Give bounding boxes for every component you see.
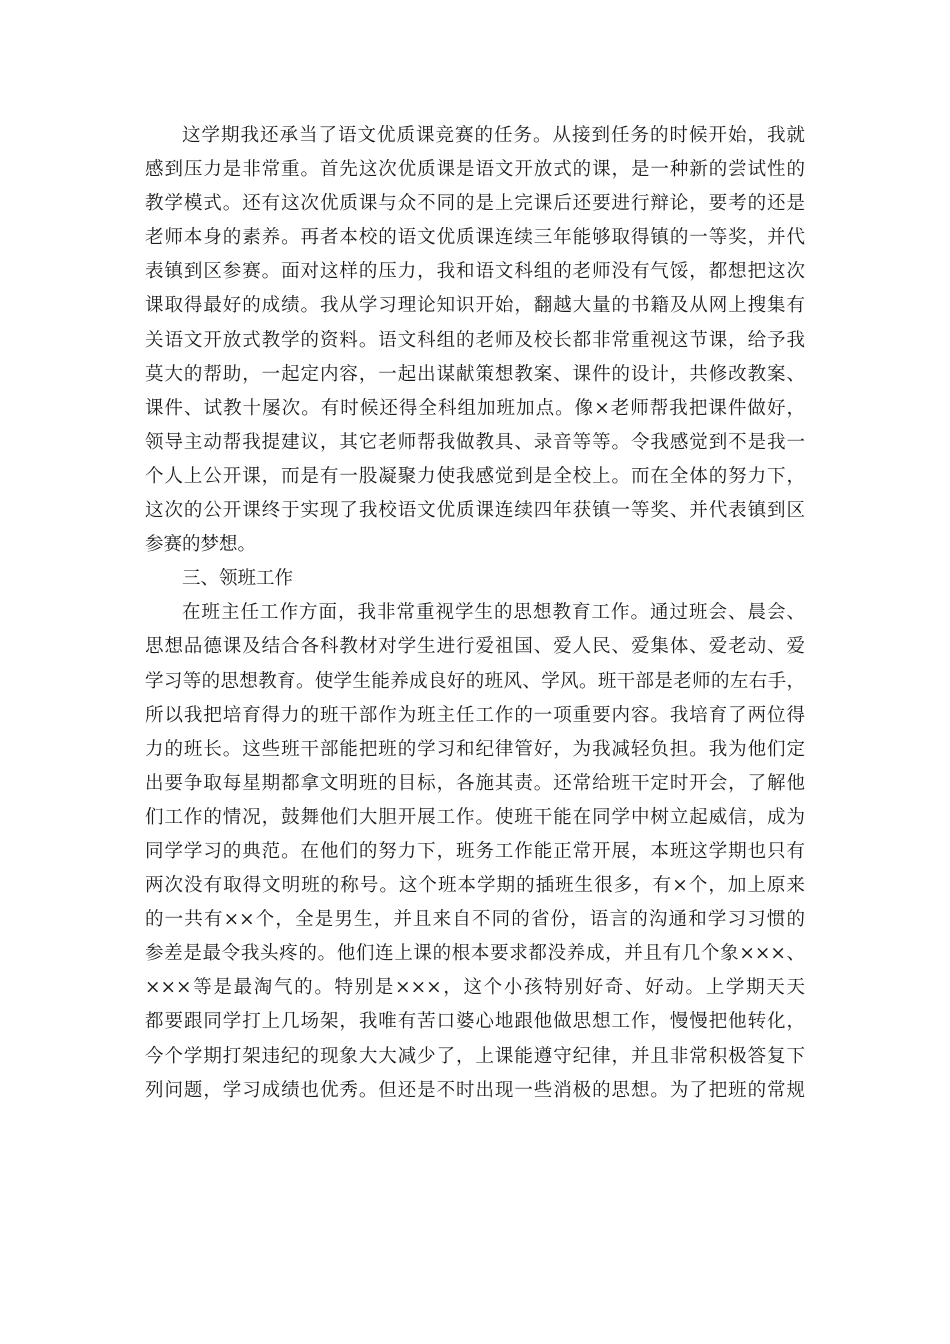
paragraph-line: 领导主动帮我提建议，其它老师帮我做教具、录音等等。令我感觉到不是我一 [145,431,805,453]
paragraph-line: 莫大的帮助，一起定内容，一起出谋献策想教案、课件的设计，共修改教案、 [145,363,805,385]
paragraph-line: 列问题，学习成绩也优秀。但还是不时出现一些消极的思想。为了把班的常规 [145,1079,805,1101]
paragraph-line: 表镇到区参赛。面对这样的压力，我和语文科组的老师没有气馁，都想把这次 [145,261,805,283]
paragraph-line: 力的班长。这些班干部能把班的学习和纪律管好，为我减轻负担。我为他们定 [145,738,805,760]
paragraph-line: 参差是最令我头疼的。他们连上课的根本要求都没养成，并且有几个象×××、 [145,943,805,965]
paragraph-1 [145,119,805,562]
paragraph-line: 同学学习的典范。在他们的努力下，班务工作能正常开展，本班这学期也只有 [145,840,805,862]
paragraph-line: 学习等的思想教育。使学生能养成良好的班风、学风。班干部是老师的左右手， [145,670,805,692]
paragraph-line: 出要争取每星期都拿文明班的目标，各施其责。还常给班干定时开会，了解他 [145,772,805,794]
paragraph-line: 在班主任工作方面，我非常重视学生的思想教育工作。通过班会、晨会、 [182,602,805,624]
paragraph-line: 课取得最好的成绩。我从学习理论知识开始，翻越大量的书籍及从网上搜集有 [145,295,805,317]
paragraph-line: 感到压力是非常重。首先这次优质课是语文开放式的课，是一种新的尝试性的 [145,159,805,181]
paragraph-line: 个人上公开课，而是有一股凝聚力使我感觉到是全校上。而在全体的努力下， [145,465,805,487]
paragraph-line: 两次没有取得文明班的称号。这个班本学期的插班生很多，有×个，加上原来 [145,875,805,897]
paragraph-line: 今个学期打架违纪的现象大大减少了，上课能遵守纪律，并且非常积极答复下 [145,1045,805,1067]
paragraph-line: 们工作的情况，鼓舞他们大胆开展工作。使班干能在同学中树立起威信，成为 [145,806,805,828]
paragraph-line: 课件、试教十屡次。有时候还得全科组加班加点。像×老师帮我把课件做好， [145,397,805,419]
paragraph-line: 关语文开放式教学的资料。语文科组的老师及校长都非常重视这节课，给予我 [145,329,805,351]
document-body [145,119,805,1108]
paragraph-line: 老师本身的素养。再者本校的语文优质课连续三年能够取得镇的一等奖，并代 [145,227,805,249]
paragraph-2 [145,596,805,1107]
paragraph-line: 这学期我还承当了语文优质课竞赛的任务。从接到任务的时候开始，我就 [182,125,805,146]
section-heading: 三、领班工作 [182,568,294,590]
paragraph-line: 的一共有××个，全是男生，并且来自不同的省份，语言的沟通和学习习惯的 [145,909,805,931]
paragraph-line: 都要跟同学打上几场架，我唯有苦口婆心地跟他做思想工作，慢慢把他转化， [145,1011,805,1033]
paragraph-line: 所以我把培育得力的班干部作为班主任工作的一项重要内容。我培育了两位得 [145,704,805,726]
paragraph-line: 教学模式。还有这次优质课与众不同的是上完课后还要进行辩论，要考的还是 [145,193,805,215]
paragraph-line: 思想品德课及结合各科教材对学生进行爱祖国、爱人民、爱集体、爱老动、爱 [145,636,805,658]
paragraph-line: 参赛的梦想。 [145,534,257,556]
paragraph-line: 这次的公开课终于实现了我校语文优质课连续四年获镇一等奖、并代表镇到区 [145,500,805,522]
paragraph-line: ×××等是最淘气的。特别是×××，这个小孩特别好奇、好动。上学期天天 [145,977,805,999]
